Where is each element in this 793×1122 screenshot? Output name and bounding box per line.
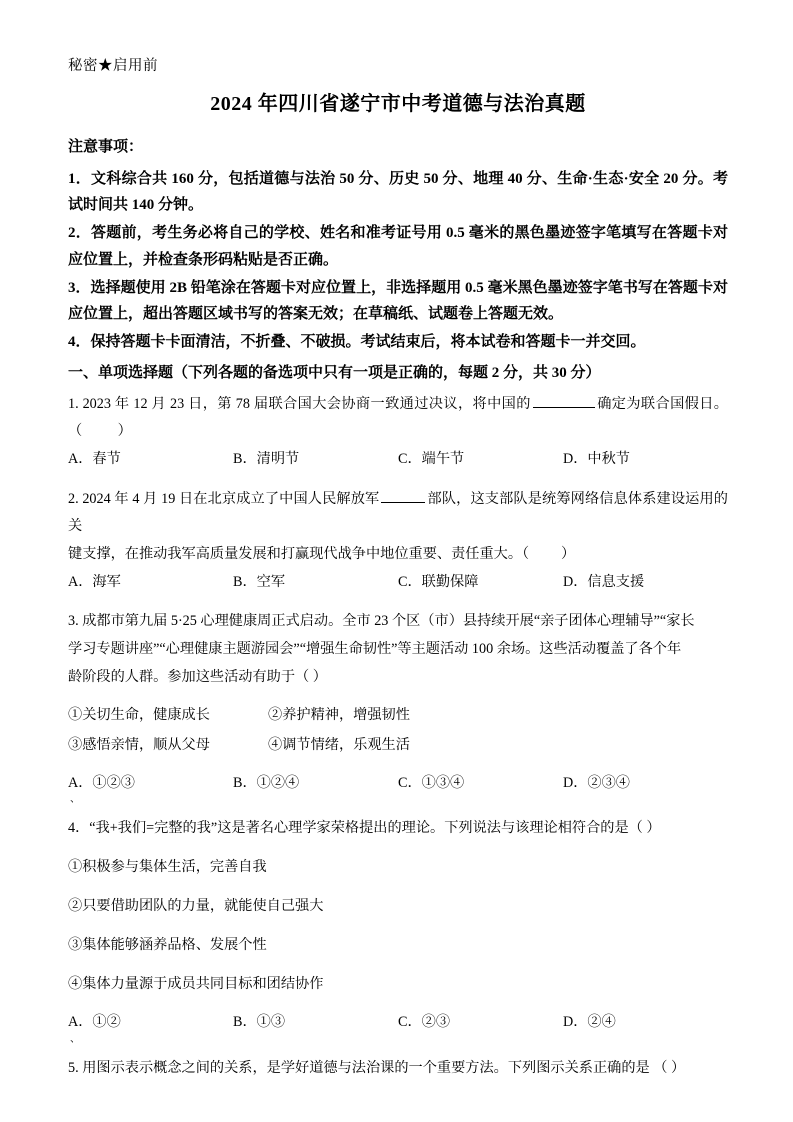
fill-blank (381, 490, 425, 503)
spacer (68, 960, 728, 970)
notice-item: 2．答题前，考生务必将自己的学校、姓名和准考证号用 0.5 毫米的黑色墨迹签字笔填写在答题卡对应位置上，并检查条形码粘贴是否正确。 (68, 225, 728, 268)
statement-1: ①关切生命，健康成长 (68, 707, 210, 724)
spacer (68, 760, 728, 770)
option-a[interactable]: A．①②③ (68, 774, 135, 791)
option-b[interactable]: B．①③ (233, 1014, 286, 1031)
notice-heading: 注意事项： (68, 139, 144, 156)
statement-3: ③感悟亲情，顺从父母 (68, 736, 210, 753)
spacer (68, 1045, 728, 1055)
statement-2: ②养护精神，增强韧性 (268, 707, 410, 724)
option-d[interactable]: D．②③④ (563, 774, 630, 791)
question-5-stem: 5. 用图示表示概念之间的关系，是学好道德与法治课的一个重要方法。下列图示关系正确的是 （ ） (68, 1060, 686, 1077)
spacer (68, 921, 728, 931)
question-4-statement-1: ①积极参与集体生活，完善自我 (68, 859, 267, 876)
page-content (68, 56, 728, 1085)
option-b[interactable]: B．清明节 (233, 450, 300, 467)
option-b[interactable]: B．空军 (233, 573, 286, 590)
option-a[interactable]: A．①② (68, 1014, 121, 1031)
question-4-options (68, 1009, 728, 1037)
option-a[interactable]: A．春节 (68, 450, 121, 467)
statement-4: ④调节情绪，乐观生活 (268, 736, 410, 753)
question-2-stem-line2 (68, 541, 728, 569)
question-3-stem-line3: 龄阶段的人群。参加这些活动有助于（ ） (68, 668, 327, 685)
option-b[interactable]: B．①②④ (233, 774, 300, 791)
spacer (68, 843, 728, 853)
section-heading: 一、单项选择题（下列各题的备选项中只有一项是正确的，每题 2 分，共 30 分） (68, 364, 601, 381)
question-1-answer-bracket: ） (82, 423, 132, 440)
question-4 (68, 815, 728, 1046)
spacer (68, 805, 728, 815)
option-d[interactable]: D．中秋节 (563, 450, 630, 467)
question-3-options (68, 770, 728, 798)
question-2-stem-line2-text: 键支撑，在推动我军高质量发展和打赢现代战争中地位重要、责任重大。（ (68, 545, 530, 562)
question-4-statement-4: ④集体力量源于成员共同目标和团结协作 (68, 976, 324, 993)
question-3-statement-row-1 (68, 701, 728, 730)
option-c[interactable]: C．②③ (398, 1014, 451, 1031)
option-c[interactable]: C．联勤保障 (398, 573, 479, 590)
question-3 (68, 608, 728, 806)
spacer (68, 691, 728, 701)
spacer (68, 598, 728, 608)
question-5 (68, 1055, 728, 1083)
question-2 (68, 486, 728, 597)
question-3-statement-row-2 (68, 731, 728, 760)
question-4-statement-3: ③集体能够涵养品格、发展个性 (68, 937, 267, 954)
question-1-stem-part-a: 1. 2023 年 12 月 23 日，第 78 届联合国大会协商一致通过决议，将中国的 (68, 395, 531, 412)
spacer (68, 882, 728, 892)
notice-item: 1．文科综合共 160 分，包括道德与法治 50 分、历史 50 分、地理 40 分、生命·生态·安全 20 分。考试时间共 140 分钟。 (68, 170, 728, 214)
notice-item: 3．选择题使用 2B 铅笔涂在答题卡对应位置上，非选择题用 0.5 毫米黑色墨迹签字笔书写在答题卡对应位置上，超出答题区域书写的答案无效；在草稿纸、试题卷上答题无效。 (68, 279, 728, 323)
option-d[interactable]: D．②④ (563, 1014, 616, 1031)
spacer (68, 999, 728, 1009)
question-1-stem (68, 391, 728, 446)
option-d[interactable]: D．信息支援 (563, 573, 645, 590)
option-c[interactable]: C．①③④ (398, 774, 465, 791)
page-title: 2024 年四川省遂宁市中考道德与法治真题 (210, 93, 586, 116)
question-3-stem-line2: 学习专题讲座”“心理健康主题游园会”“增强生命韧性”等主题活动 100 余场。这些活动覆盖了各个年 (68, 641, 682, 658)
option-c[interactable]: C．端午节 (398, 450, 465, 467)
question-4-statement-2: ②只要借助团队的力量，就能使自己强大 (68, 898, 324, 915)
stray-mark: 、 (70, 1034, 80, 1046)
question-2-stem-part-b: 部队，这支部队是统筹网络信息体系建设运用的关 (68, 490, 728, 535)
question-3-stem-line1: 3. 成都市第九届 5·25 心理健康周正式启动。全市 23 个区（市）县持续开展“亲子团体心理辅导”“家长 (68, 613, 695, 630)
question-2-stem (68, 486, 728, 541)
secret-label: 秘密★启用前 (68, 58, 158, 74)
question-2-answer-bracket: ） (529, 545, 576, 562)
spacer (68, 476, 728, 486)
notice-item: 4．保持答题卡卡面清洁，不折叠、不破损。考试结束后，将本试卷和答题卡一并交回。 (68, 334, 646, 351)
question-2-stem-part-a: 2. 2024 年 4 月 19 日在北京成立了中国人民解放军 (68, 490, 380, 507)
question-4-stem: 4．“我+我们=完整的我”这是著名心理学家荣格提出的理论。下列说法与该理论相符合的是（ ） (68, 820, 661, 837)
option-a[interactable]: A．海军 (68, 573, 121, 590)
question-1-stem-part-b: 确定为联合国假日。（ (68, 395, 728, 440)
question-1 (68, 391, 728, 474)
stray-mark: 、 (70, 794, 80, 806)
question-2-options (68, 569, 728, 597)
question-1-options (68, 446, 728, 474)
fill-blank (533, 394, 595, 407)
